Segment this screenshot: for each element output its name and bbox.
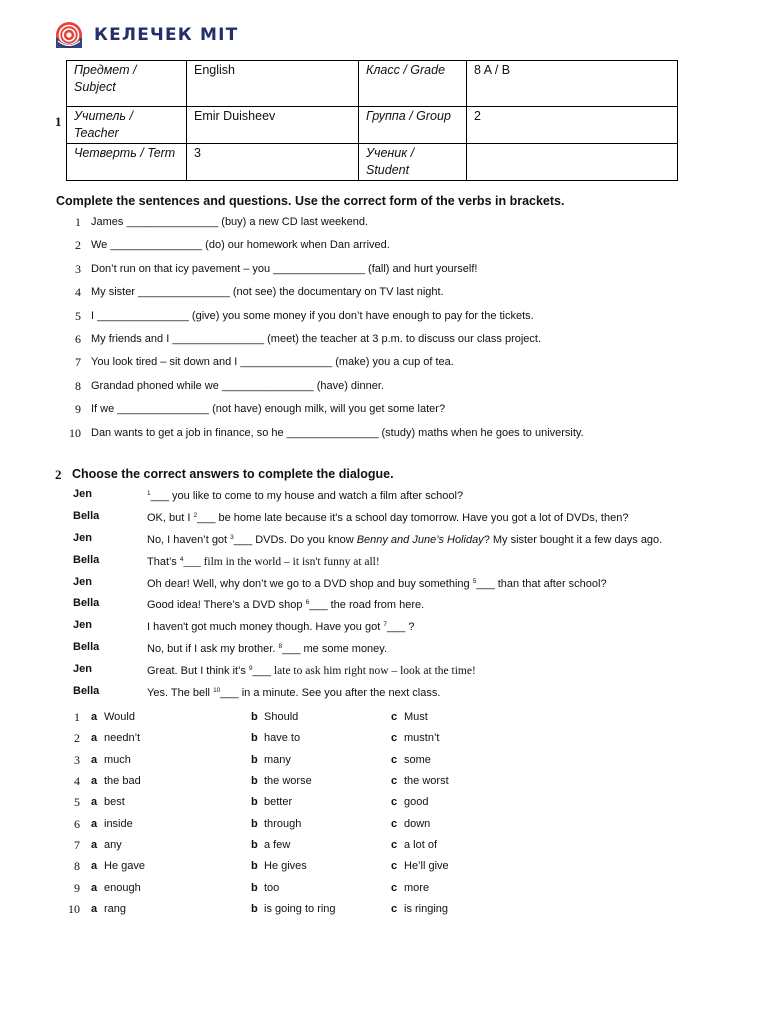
gap-number: 10 [213, 687, 221, 695]
option-c[interactable] [391, 815, 551, 836]
option-letter: c [391, 817, 398, 830]
teacher-label: Учитель / Teacher [67, 107, 187, 144]
option-number: 6 [74, 816, 80, 831]
dialogue-text [147, 529, 662, 551]
option-number: 2 [74, 731, 80, 746]
option-text: a lot of [404, 839, 438, 852]
teacher-value: Emir Duisheev [187, 107, 359, 144]
option-text: too [264, 881, 280, 894]
speaker-name: Jen [73, 663, 92, 676]
dialogue-text [147, 551, 380, 573]
item-text: You look tired – sit down and I _______________ (make) you a cup of tea. [91, 356, 454, 369]
dialogue-text [147, 638, 387, 660]
option-b[interactable] [251, 900, 391, 921]
gap-number: 6 [305, 599, 310, 607]
option-text: He’ll give [404, 860, 449, 873]
option-number: 7 [74, 838, 80, 853]
dialogue-text [147, 485, 463, 507]
option-letter: b [251, 860, 258, 873]
option-letter: b [251, 732, 258, 745]
option-row [56, 793, 551, 814]
info-table [66, 60, 678, 181]
speaker-name: Bella [73, 597, 100, 610]
option-row [56, 836, 551, 857]
option-letter: a [91, 753, 98, 766]
option-text: any [104, 839, 122, 852]
text-segment: Good idea! There’s a DVD shop [147, 599, 306, 612]
option-b[interactable] [251, 836, 391, 857]
option-row [56, 900, 551, 921]
text-segment: Oh dear! Well, why don’t we go to a DVD shop and buy something [147, 577, 473, 590]
option-text: enough [104, 881, 141, 894]
option-row [56, 857, 551, 878]
dialogue-text [147, 682, 440, 704]
gap-number: 4 [179, 555, 184, 563]
option-number: 10 [68, 902, 80, 917]
text-segment: ___ be home late because it's a school day tomorrow. Have you got a lot of DVDs, then? [197, 511, 629, 524]
section-number-2: 2 [55, 467, 62, 482]
option-b[interactable] [251, 729, 391, 750]
logo [54, 20, 238, 50]
option-a[interactable] [91, 815, 251, 836]
subject-label: Предмет / Subject [67, 61, 187, 107]
exercise1-list [56, 213, 756, 447]
text-segment: ___ the road from here. [309, 599, 425, 612]
speaker-name: Jen [73, 488, 92, 500]
text-segment: ___ film in the world – it isn't funny at all! [183, 555, 380, 568]
item-number: 2 [75, 238, 81, 253]
option-c[interactable] [391, 708, 551, 729]
option-a[interactable] [91, 751, 251, 772]
group-label: Группа / Group [359, 107, 467, 144]
text-segment: I haven't got much money though. Have you got [147, 621, 384, 634]
option-number: 1 [74, 710, 80, 724]
item-number: 10 [69, 425, 81, 440]
option-text: better [264, 796, 293, 809]
option-text: many [264, 753, 291, 766]
dialogue-line [73, 638, 763, 660]
item-text: James _______________ (buy) a new CD last weekend. [91, 216, 369, 228]
dialogue-line [73, 529, 763, 551]
option-letter: c [391, 903, 398, 916]
film-title: Benny and June’s Holiday [356, 533, 484, 546]
option-letter: b [251, 753, 258, 766]
option-c[interactable] [391, 836, 551, 857]
dialogue-line [73, 485, 763, 507]
text-segment: No, I haven’t got [147, 533, 231, 546]
option-letter: c [391, 753, 398, 766]
dialogue-text [147, 594, 424, 616]
item-text: Grandad phoned while we _______________ (have) dinner. [91, 379, 384, 392]
text-segment: ___ me some money. [282, 643, 388, 656]
option-letter: c [391, 732, 398, 745]
option-text: is going to ring [264, 903, 336, 916]
option-b[interactable] [251, 772, 391, 793]
option-a[interactable] [91, 900, 251, 921]
option-letter: b [251, 881, 258, 894]
info-row [67, 107, 678, 144]
option-text: Would [104, 711, 135, 723]
option-text: more [404, 881, 430, 894]
section-number-1: 1 [55, 114, 62, 129]
option-b[interactable] [251, 793, 391, 814]
option-c[interactable] [391, 751, 551, 772]
option-letter: a [91, 817, 98, 830]
speaker-name: Bella [73, 685, 100, 698]
option-letter: c [391, 775, 398, 788]
dialogue-line [73, 594, 763, 616]
item-number: 8 [75, 378, 81, 393]
speaker-name: Jen [73, 619, 92, 632]
option-letter: b [251, 775, 258, 788]
option-a[interactable] [91, 836, 251, 857]
option-row [56, 729, 551, 750]
option-text: a few [264, 839, 291, 852]
option-row [56, 815, 551, 836]
option-a[interactable] [91, 729, 251, 750]
item-number: 5 [75, 308, 81, 323]
info-row [67, 144, 678, 181]
option-letter: b [251, 796, 258, 809]
option-a[interactable] [91, 879, 251, 900]
option-number: 4 [74, 774, 80, 789]
item-number: 7 [75, 355, 81, 370]
option-text: some [404, 753, 431, 766]
answer-options [56, 708, 551, 921]
dialogue [73, 485, 763, 704]
term-label: Четверть / Term [67, 144, 187, 181]
text-segment: Great. But I think it’s [147, 665, 249, 678]
text-segment: ___ in a minute. See you after the next class. [220, 687, 441, 700]
dialogue-line [73, 660, 763, 682]
text-segment: late to ask him right now – look at the time! [273, 665, 476, 678]
option-c[interactable] [391, 729, 551, 750]
option-text: rang [104, 903, 127, 916]
text-segment: That’s [147, 555, 180, 568]
option-a[interactable] [91, 708, 251, 729]
option-letter: c [391, 796, 398, 809]
info-row [67, 61, 678, 107]
option-text: through [264, 817, 302, 830]
text-segment: ? My sister bought it a few days ago. [483, 533, 663, 546]
item-text: We _______________ (do) our homework when Dan arrived. [91, 239, 390, 252]
option-letter: a [91, 732, 98, 745]
grade-value: 8 A / B [467, 61, 678, 107]
student-value[interactable] [467, 144, 678, 181]
item-number: 4 [75, 285, 81, 300]
list-item [56, 307, 756, 330]
text-segment: OK, but I [147, 511, 194, 524]
list-item [56, 260, 756, 283]
option-text: is ringing [404, 903, 449, 916]
list-item [56, 330, 756, 353]
option-row [56, 772, 551, 793]
subject-value: English [187, 61, 359, 107]
option-text: He gave [104, 860, 145, 873]
dialogue-text [147, 660, 476, 682]
option-b[interactable] [251, 857, 391, 878]
item-text: Don’t run on that icy pavement – you _______________ (fall) and hurt yourself! [91, 262, 478, 275]
option-letter: a [91, 775, 98, 788]
text-segment: ___ [252, 665, 274, 678]
list-item [56, 377, 756, 400]
gap-number: 1 [147, 490, 151, 497]
list-item [56, 353, 756, 376]
option-b[interactable] [251, 751, 391, 772]
dialogue-line [73, 507, 763, 529]
list-item [56, 400, 756, 423]
list-item [56, 213, 756, 236]
item-text: My sister _______________ (not see) the documentary on TV last night. [91, 286, 444, 299]
option-letter: c [391, 860, 398, 873]
option-row [56, 879, 551, 900]
option-text: the bad [104, 775, 141, 788]
item-number: 9 [75, 402, 81, 417]
text-segment: Yes. The bell [147, 687, 214, 700]
option-c[interactable] [391, 900, 551, 921]
text-segment: ___ than that after school? [476, 577, 607, 590]
option-number: 9 [74, 880, 80, 895]
text-segment: ___ ? [386, 621, 415, 634]
term-value: 3 [187, 144, 359, 181]
option-text: down [404, 817, 431, 830]
option-letter: b [251, 711, 258, 723]
option-c[interactable] [391, 793, 551, 814]
option-c[interactable] [391, 857, 551, 878]
list-item [56, 236, 756, 259]
option-text: inside [104, 817, 133, 830]
speaker-name: Bella [73, 509, 100, 522]
list-item [56, 424, 756, 447]
list-item [56, 283, 756, 306]
text-segment: ___ you like to come to my house and watch a film after school? [150, 490, 464, 502]
option-text: have to [264, 732, 301, 745]
option-letter: a [91, 839, 98, 852]
option-letter: a [91, 881, 98, 894]
speaker-name: Bella [73, 553, 100, 566]
option-text: He gives [264, 860, 307, 873]
option-b[interactable] [251, 708, 391, 729]
group-value: 2 [467, 107, 678, 144]
speaker-name: Jen [73, 531, 92, 544]
gap-number: 5 [472, 577, 477, 585]
option-c[interactable] [391, 879, 551, 900]
option-text: mustn’t [404, 732, 440, 745]
option-text: much [104, 753, 131, 766]
speaker-name: Jen [73, 575, 92, 588]
item-text: If we _______________ (not have) enough milk, will you get some later? [91, 403, 446, 416]
option-text: good [404, 796, 429, 809]
gap-number: 9 [248, 665, 253, 673]
option-letter: a [91, 796, 98, 809]
dialogue-line [73, 551, 763, 573]
logo-text: КЕЛЕЧЕК МІТ [94, 25, 239, 45]
option-letter: b [251, 839, 258, 852]
option-a[interactable] [91, 772, 251, 793]
item-text: Dan wants to get a job in finance, so he _______________ (study) maths when he goes to university. [91, 426, 584, 439]
item-number: 3 [75, 261, 81, 276]
dialogue-line [73, 616, 763, 638]
dialogue-text [147, 573, 607, 595]
option-c[interactable] [391, 772, 551, 793]
dialogue-line [73, 573, 763, 595]
gap-number: 3 [230, 533, 234, 541]
option-text: the worst [404, 775, 449, 788]
option-a[interactable] [91, 857, 251, 878]
option-number: 3 [74, 752, 80, 767]
option-b[interactable] [251, 815, 391, 836]
option-b[interactable] [251, 879, 391, 900]
option-letter: a [91, 711, 98, 723]
option-letter: b [251, 817, 258, 830]
option-row [56, 708, 551, 729]
exercise2-heading: Choose the correct answers to complete the dialogue. [72, 467, 394, 481]
speaker-name: Bella [73, 641, 100, 654]
item-number: 6 [75, 331, 81, 346]
text-segment: ___ DVDs. Do you know [233, 533, 357, 546]
option-number: 8 [74, 859, 80, 874]
gap-number: 2 [193, 511, 198, 519]
option-letter: a [91, 903, 98, 916]
logo-mark-icon [54, 20, 86, 50]
gap-number: 7 [383, 621, 387, 629]
option-row [56, 751, 551, 772]
item-number: 1 [75, 215, 81, 229]
option-a[interactable] [91, 793, 251, 814]
option-text: the worse [264, 775, 312, 788]
text-segment: No, but if I ask my brother. [147, 643, 279, 656]
gap-number: 8 [278, 643, 283, 651]
option-text: best [104, 796, 125, 809]
item-text: My friends and I _______________ (meet) the teacher at 3 p.m. to discuss our class project. [91, 332, 542, 345]
exercise1-heading: Complete the sentences and questions. Use the correct form of the verbs in brackets. [56, 194, 565, 208]
option-number: 5 [74, 795, 80, 810]
dialogue-line [73, 682, 763, 704]
option-text: needn’t [104, 732, 141, 745]
option-letter: a [91, 860, 98, 873]
grade-label: Класс / Grade [359, 61, 467, 107]
student-label: Ученик / Student [359, 144, 467, 181]
dialogue-text [147, 616, 414, 638]
item-text: I _______________ (give) you some money if you don’t have enough to pay for the tickets. [91, 309, 534, 322]
option-text: Must [404, 711, 428, 723]
option-letter: c [391, 711, 398, 723]
option-text: Should [264, 711, 299, 723]
option-letter: b [251, 903, 258, 916]
option-letter: c [391, 839, 398, 852]
dialogue-text [147, 507, 628, 529]
option-letter: c [391, 881, 398, 894]
